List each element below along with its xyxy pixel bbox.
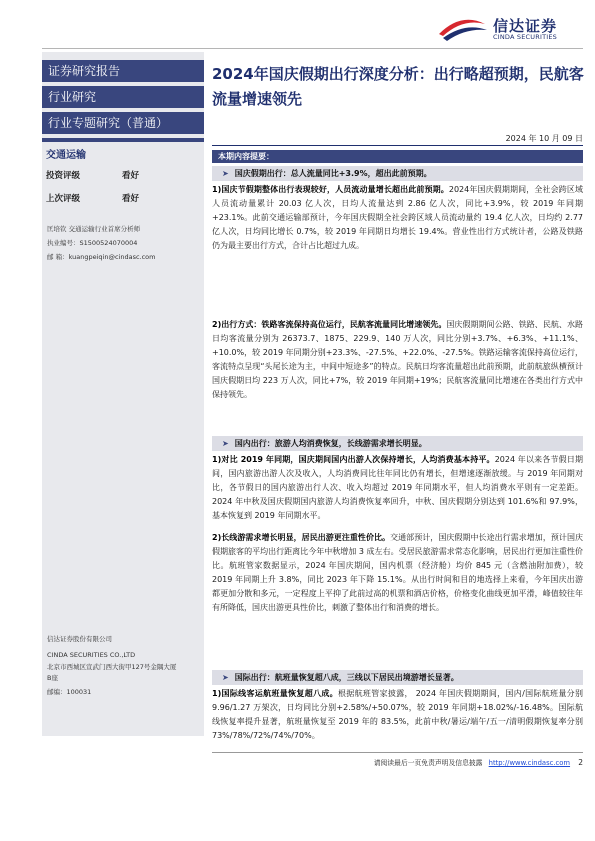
analyst-name: 匡培钦 交通运输行业首席分析师: [47, 225, 141, 233]
company-address-building: B座: [47, 674, 58, 682]
cinda-logo: [433, 14, 583, 42]
section-key-text: 国内出行：旅游人均消费恢复，长线游需求增长明显。: [234, 439, 427, 448]
triangle-bullet-icon: ➤: [222, 169, 229, 178]
logo-chinese-name: 信达证券: [493, 17, 558, 35]
paragraph-body: 根据航班管家披露， 2024 年国庆假期期间，国内/国际航班量分别 9.96/1.27 万架次，日均同比分别+2.58%/+50.07%，较 2019 年同期+18.02%/-16.48%。国际航线恢复率提升显著，航班量恢复至 2019 年的 83.5%，此前中秋/暑运/端午/五一/清明假期恢复率分别 73%/78%/72%/74%/70%。: [212, 689, 583, 740]
paragraph-lead: 1)对比 2019 年同期，国庆期间国内出游人次保持增长，人均消费基本持平。: [212, 455, 495, 464]
footer-website-link[interactable]: http://www.cindasc.com: [488, 759, 571, 767]
report-type-label: 证券研究报告: [42, 60, 204, 82]
section-paragraph: [212, 318, 583, 401]
paragraph-body: 2024年国庆假期期间，全社会跨区域人员流动量累计 20.03 亿人次，日均人流量达到 2.86 亿人次，同比+3.9%，较 2019 年同期+23.1%。此前交通运输部预计，今年国庆假期全社会跨区域人员流动量约 19.4 亿人次，日均约 2.77 亿人次，日均同比增长 0.7%，较 2019 年同期日均增长 19.4%。营业性出行方式统计者，公路及铁路仍为最主要出行方式，合计占比超过九成。: [212, 185, 583, 250]
date-divider: [212, 145, 583, 146]
company-name-cn: 信达证券股份有限公司: [47, 635, 112, 643]
section-key-point: [212, 166, 583, 181]
paragraph-body: 国庆假期期间公路、铁路、民航、水路日均客流量分别为 26373.7、1875、229.9、140 万人次，同比分别+3.7%、+6.3%、+11.1%、+10.0%，较 2019 年同期分别+23.3%、-27.5%、+22.0%、-27.5%。铁路运输客流保持高位运行，客流特点呈现“头尾长途为主，中间中短途多”的特点。民航日均客流量超出此前预期，此前航旅纵横预计国庆假期日均 223 万人次，同比+7%，较 2019 年同期+19%；民航客流量同比增速在各类出行方式中保持领先。: [212, 320, 583, 399]
category-label: 行业研究: [42, 86, 204, 108]
paragraph-lead: 1)国庆节假期整体出行表现较好，人员流动量增长超出此前预期。: [212, 185, 449, 194]
section-key-point: [212, 670, 583, 685]
section-paragraph: [212, 453, 583, 523]
subcategory-label: 行业专题研究（普通）: [42, 112, 204, 134]
rating-previous-value: 看好: [122, 194, 140, 204]
rating-current-value: 看好: [122, 171, 140, 181]
triangle-bullet-icon: ➤: [222, 439, 229, 448]
footer-disclaimer: 请阅读最后一页免责声明及信息披露: [373, 759, 483, 767]
paragraph-body: 2024 年以来各节假日期间，国内旅游出游人次及收入，人均消费同比往年同比仍有增长，但增速逐渐放缓。与 2019 年同期对比，各节假日的国内旅游出行人次、收入均超过 2019 年同期水平，但人均消费水平则有一定差距。2024 年中秋及国庆假期国内旅游人均消费恢复率回升，中秋、国庆假期分别达到 101.6%和 97.9%，基本恢复到 2019 年同期水平。: [212, 455, 583, 520]
company-postcode: 邮编：100031: [47, 688, 92, 696]
paragraph-lead: 2)出行方式：铁路客流保持高位运行，民航客流量同比增速领先。: [212, 320, 447, 329]
section-key-text: 国庆假期出行：总人流量同比+3.9%，超出此前预期。: [234, 169, 432, 178]
rating-current-label: 投资评级: [46, 171, 81, 181]
analyst-email: 邮 箱：kuangpeiqin@cindasc.com: [47, 253, 156, 261]
section-key-point: [212, 436, 583, 451]
cinda-logo-mark-icon: [433, 14, 489, 42]
sidebar: [42, 52, 204, 736]
rating-current: [46, 169, 140, 181]
section-paragraph: [212, 687, 583, 743]
company-address: 北京市西城区宣武门西大街甲127号金隅大厦: [47, 663, 177, 671]
rating-previous: [46, 192, 140, 204]
page-footer: [374, 757, 583, 767]
paragraph-lead: 1)国际线客运航班量恢复超八成。: [212, 689, 338, 698]
company-name-en: CINDA SECURITIES CO.,LTD: [47, 651, 136, 659]
summary-header: 本期内容提要：: [212, 150, 583, 163]
rating-previous-label: 上次评级: [46, 194, 81, 204]
section-paragraph: [212, 183, 583, 253]
triangle-bullet-icon: ➤: [222, 673, 229, 682]
page-number: 2: [578, 758, 583, 767]
header-divider: [42, 48, 583, 49]
report-title: 2024年国庆假期出行深度分析：出行略超预期，民航客流量增速领先: [212, 65, 584, 108]
report-date: 2024 年 10 月 09 日: [505, 134, 583, 143]
footer-divider: [212, 752, 583, 753]
paragraph-lead: 2)长线游需求增长明显，居民出游更注重性价比。: [212, 533, 391, 542]
paragraph-body: 交通部预计，国庆假期中长途出行需求增加，预计国庆假期旅客的平均出行距离比今年中秋增加 3 成左右。受居民旅游需求常态化影响，居民出行更加注重性价比。航班管家数据显示，2024 年国庆期间，国内机票（经济舱）均价 845 元（含燃油附加费），较 2019 年同期上升 3.8%，同比 2023 年下降 15.1%。从出行时间和目的地选择上来看，今年国庆出游都更加分散和多元，一定程度上平抑了此前过高的机票和酒店价格，价格变化曲线更加平滑，峰值较往年有所降低，国庆出游更具性价比，刺激了整体出行和消费的增长。: [212, 533, 583, 612]
analyst-license: 执业编号：S1500524070004: [47, 239, 138, 247]
section-paragraph: [212, 531, 583, 614]
sidebar-divider: [42, 138, 204, 142]
sector-label: 交通运输: [46, 150, 86, 161]
logo-english-name: CINDA SECURITIES: [493, 33, 558, 41]
section-key-text: 国际出行：航班量恢复超八成，三线以下居民出境游增长显著。: [234, 673, 459, 682]
